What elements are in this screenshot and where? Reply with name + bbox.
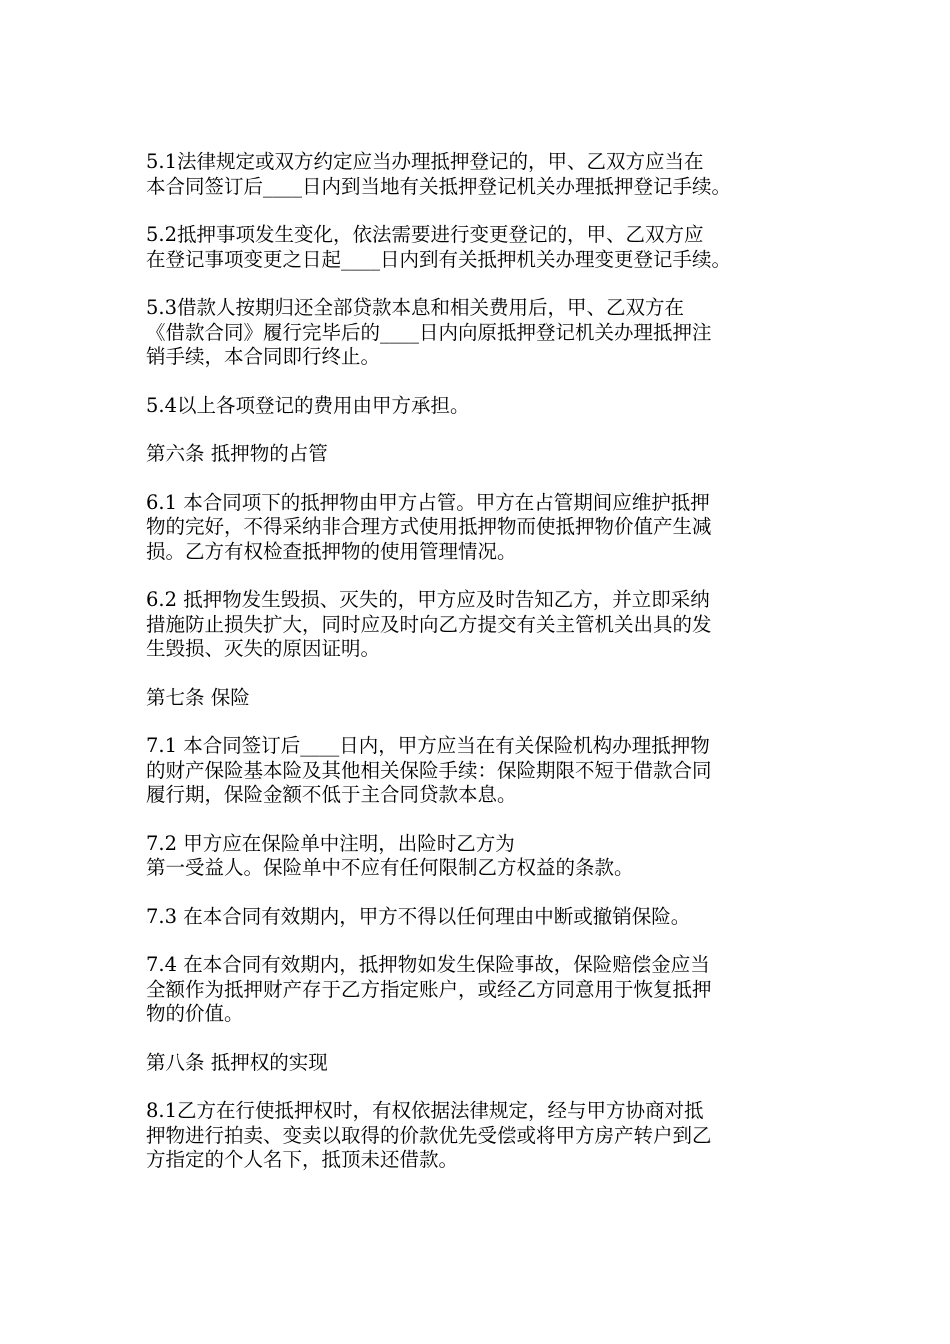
clause-7-2: 7.2 甲方应在保险单中注明，出险时乙方为 第一受益人。保险单中不应有任何限制乙方权益的条款。: [146, 831, 634, 879]
clause-6-1: 6.1 本合同项下的抵押物由甲方占管。甲方在占管期间应维护抵押 物的完好，不得采纳非合理方式使用抵押物而使抵押物价值产生减 损。乙方有权检查抵押物的使用管理情况。: [146, 490, 712, 563]
clause-6-2: 6.2 抵押物发生毁损、灭失的，甲方应及时告知乙方，并立即采纳 措施防止损失扩大，同时应及时向乙方提交有关主管机关出具的发 生毁损、灭失的原因证明。: [146, 588, 712, 660]
clause-5-3: 5.3借款人按期归还全部贷款本息和相关费用后，甲、乙双方在 《借款合同》履行完毕后的____日内向原抵押登记机关办理抵押注 销手续，本合同即行终止。: [146, 296, 712, 368]
article-8-heading: 第八条 抵押权的实现: [146, 1050, 328, 1074]
article-7-heading: 第七条 保险: [146, 685, 250, 709]
article-6-heading: 第六条 抵押物的占管: [146, 442, 328, 465]
document-page: [146, 150, 818, 1197]
clause-8-1: 8.1乙方在行使抵押权时，有权依据法律规定，经与甲方协商对抵 押物进行拍卖、变卖以取得的价款优先受偿或将甲方房产转户到乙 方指定的个人名下，抵顶未还借款。: [146, 1099, 712, 1171]
clause-5-4: 5.4以上各项登记的费用由甲方承担。: [146, 393, 470, 417]
clause-7-1: 7.1 本合同签订后____日内，甲方应当在有关保险机构办理抵押物 的财产保险基本险及其他相关保险手续：保险期限不短于借款合同 履行期，保险金额不低于主合同贷款本息。: [146, 734, 712, 806]
clause-7-3: 7.3 在本合同有效期内，甲方不得以任何理由中断或撤销保险。: [146, 904, 691, 928]
clause-7-4: 7.4 在本合同有效期内，抵押物如发生保险事故，保险赔偿金应当 全额作为抵押财产存于乙方指定账户，或经乙方同意用于恢复抵押 物的价值。: [146, 953, 712, 1025]
clause-5-2: 5.2抵押事项发生变化，依法需要进行变更登记的，甲、乙双方应 在登记事项变更之日起____日内到有关抵押机关办理变更登记手续。: [146, 223, 732, 271]
clause-5-1: 5.1法律规定或双方约定应当办理抵押登记的，甲、乙双方应当在 本合同签订后____日内到当地有关抵押登记机关办理抵押登记手续。: [146, 150, 732, 198]
